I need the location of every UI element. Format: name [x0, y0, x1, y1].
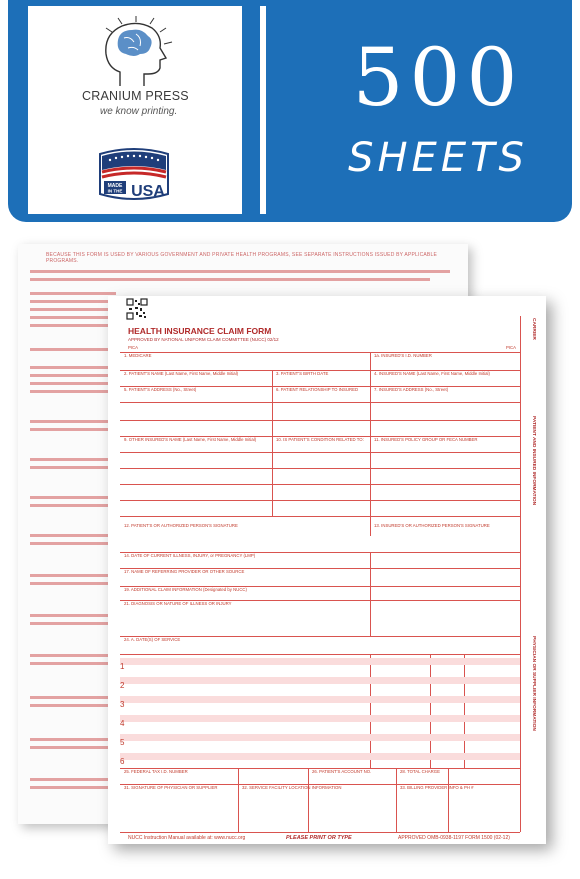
back-text-line: [30, 622, 116, 625]
form-rule: [120, 654, 520, 655]
service-line-band: [120, 753, 520, 760]
form-rule-vertical: [370, 654, 371, 768]
back-text-line: [30, 366, 116, 369]
back-text-line: [30, 542, 116, 545]
back-text-line: [30, 778, 116, 781]
service-line-number: 3: [120, 700, 125, 709]
field-5-label: 5. PATIENT'S ADDRESS (No., Street): [124, 387, 197, 392]
back-text-line: [30, 534, 116, 537]
field-1-label: 1. MEDICARE: [124, 353, 152, 358]
back-text-line: [30, 270, 450, 273]
form-rule: [120, 484, 520, 485]
service-line-number: 2: [120, 681, 125, 690]
back-text-line: [30, 458, 116, 461]
form-rule: [120, 832, 520, 833]
pica-left-label: PICA: [128, 345, 139, 350]
back-text-line: [30, 278, 430, 281]
badge-in-the-text: IN THE: [107, 188, 123, 194]
qr-code-icon: [126, 298, 148, 320]
back-text-line: [30, 374, 116, 377]
form-rule: [120, 352, 520, 353]
field-13-label: 13. INSURED'S OR AUTHORIZED PERSON'S SIGNATURE: [374, 523, 490, 528]
service-line-band: [120, 696, 520, 703]
service-line-number: 6: [120, 757, 125, 766]
field-17-label: 17. NAME OF REFERRING PROVIDER OR OTHER SOURCE: [124, 569, 245, 574]
brain-head-logo-icon: [98, 16, 184, 90]
sheets-label: SHEETS: [348, 135, 528, 181]
back-text-line: [30, 574, 116, 577]
form-rule: [120, 402, 520, 403]
service-line-band: [120, 715, 520, 722]
brand-tagline: we know printing.: [100, 106, 178, 117]
physician-side-label: PHYSICIAN OR SUPPLIER INFORMATION: [531, 636, 536, 731]
carrier-side-label: CARRIER: [531, 318, 536, 340]
back-text-line: [30, 428, 116, 431]
field-1a-label: 1a. INSURED'S I.D. NUMBER: [374, 353, 432, 358]
back-text-line: [30, 348, 116, 351]
form-rule-vertical: [464, 654, 465, 768]
form-rule: [120, 420, 520, 421]
service-line-band: [120, 677, 520, 684]
pica-right-label: PICA: [506, 345, 517, 350]
field-9-label: 9. OTHER INSURED'S NAME (Last Name, First Name, Middle Initial): [124, 437, 257, 442]
field-28-label: 28. TOTAL CHARGE: [400, 769, 440, 774]
form-subtitle: APPROVED BY NATIONAL UNIFORM CLAIM COMMITTEE (NUCC) 02/12: [128, 337, 279, 342]
form-rule: [120, 468, 520, 469]
service-line-band: [120, 734, 520, 741]
back-text-line: [30, 786, 116, 789]
field-3-label: 3. PATIENT'S BIRTH DATE: [276, 371, 329, 376]
form-rule: [120, 500, 520, 501]
field-19-label: 19. ADDITIONAL CLAIM INFORMATION (Designated by NUCC): [124, 587, 247, 592]
back-text-line: [30, 504, 116, 507]
field-24-label: 24. A. DATE(S) OF SERVICE: [124, 637, 181, 642]
back-text-line: [30, 382, 116, 385]
badge-made-text: MADE: [107, 183, 123, 189]
form-rule-vertical: [308, 768, 309, 832]
field-7-label: 7. INSURED'S ADDRESS (No., Street): [374, 387, 449, 392]
back-text-line: [30, 704, 116, 707]
patient-insured-side-label: PATIENT AND INSURED INFORMATION: [531, 416, 536, 506]
field-26-label: 26. PATIENT'S ACCOUNT NO.: [312, 769, 372, 774]
back-text-line: [30, 466, 116, 469]
sheet-count: 500: [352, 31, 524, 124]
field-33-label: 33. BILLING PROVIDER INFO & PH #: [400, 785, 474, 790]
service-line-number: 5: [120, 738, 125, 747]
back-text-line: [30, 420, 116, 423]
service-line-band: [120, 658, 520, 665]
form-rule-vertical: [370, 552, 371, 636]
form-rule-vertical: [430, 654, 431, 768]
back-text-line: [30, 696, 116, 699]
back-text-line: [30, 292, 116, 295]
form-rule-vertical: [396, 768, 397, 832]
brand-panel: [28, 6, 242, 214]
service-line-number: 4: [120, 719, 125, 728]
form-title: HEALTH INSURANCE CLAIM FORM: [128, 326, 272, 336]
field-25-label: 25. FEDERAL TAX I.D. NUMBER: [124, 769, 188, 774]
field-10-label: 10. IS PATIENT'S CONDITION RELATED TO:: [276, 437, 364, 442]
back-text-line: [30, 582, 116, 585]
back-form-header-text: BECAUSE THIS FORM IS USED BY VARIOUS GOVERNMENT AND PRIVATE HEALTH PROGRAMS, SEE SEPARATE INSTRUCTIONS ISSUED BY APPLICABLE PROGRAMS.: [46, 252, 437, 264]
field-21-label: 21. DIAGNOSIS OR NATURE OF ILLNESS OR INJURY: [124, 601, 232, 606]
field-12-label: 12. PATIENT'S OR AUTHORIZED PERSON'S SIGNATURE: [124, 523, 238, 528]
form-footer-left: NUCC Instruction Manual available at: www.nucc.org: [128, 835, 246, 841]
field-11-label: 11. INSURED'S POLICY GROUP OR FECA NUMBER: [374, 437, 478, 442]
field-2-label: 2. PATIENT'S NAME (Last Name, First Name, Middle Initial): [124, 371, 239, 376]
field-31-label: 31. SIGNATURE OF PHYSICIAN OR SUPPLIER: [124, 785, 218, 790]
form-rule: [120, 636, 520, 637]
form-rule-vertical: [520, 316, 521, 832]
field-14-label: 14. DATE OF CURRENT ILLNESS, INJURY, or PREGNANCY (LMP): [124, 553, 256, 558]
form-rule-vertical: [370, 352, 371, 536]
back-text-line: [30, 300, 116, 303]
form-rule-vertical: [238, 768, 239, 832]
back-text-line: [30, 324, 116, 327]
back-text-line: [30, 496, 116, 499]
back-text-line: [30, 738, 116, 741]
cms-1500-claim-form: [108, 296, 546, 844]
header-divider: [260, 6, 266, 214]
back-text-line: [30, 308, 116, 311]
form-footer-center: PLEASE PRINT OR TYPE: [286, 835, 352, 841]
form-footer-right: APPROVED OMB-0938-1197 FORM 1500 (02-12): [398, 835, 510, 841]
back-text-line: [30, 654, 116, 657]
back-text-line: [30, 662, 116, 665]
badge-usa-text: USA: [131, 183, 165, 200]
form-rule-vertical: [272, 370, 273, 516]
form-rule-vertical: [448, 768, 449, 832]
form-rule: [120, 452, 520, 453]
form-rule: [120, 516, 520, 517]
service-line-number: 1: [120, 662, 125, 671]
back-text-line: [30, 746, 116, 749]
field-6-label: 6. PATIENT RELATIONSHIP TO INSURED: [276, 387, 359, 392]
back-text-line: [30, 316, 116, 319]
back-text-line: [30, 390, 116, 393]
product-banner: [8, 0, 572, 222]
back-text-line: [30, 614, 116, 617]
field-32-label: 32. SERVICE FACILITY LOCATION INFORMATION: [242, 785, 342, 790]
brand-name: CRANIUM PRESS: [82, 89, 189, 103]
field-4-label: 4. INSURED'S NAME (Last Name, First Name, Middle Initial): [374, 371, 490, 376]
made-in-usa-badge-icon: [96, 146, 172, 204]
